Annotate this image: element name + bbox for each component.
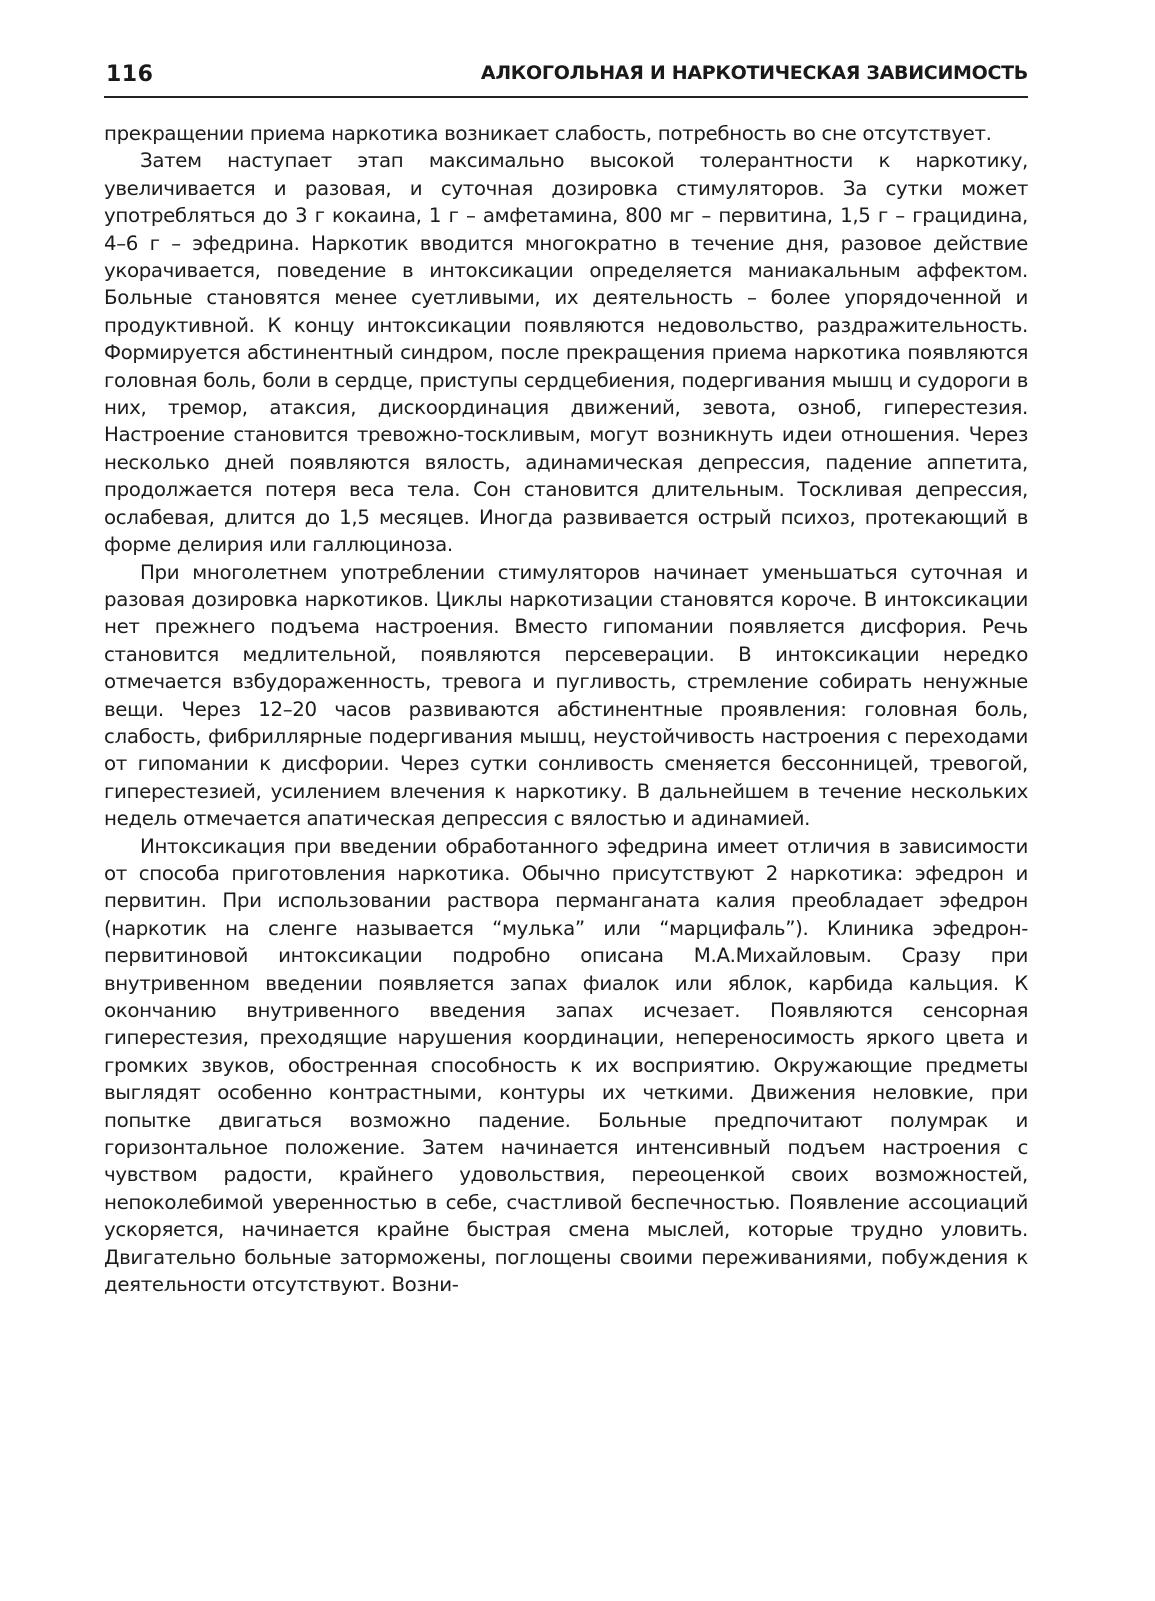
paragraph-long-term-use: При многолетнем употреблении стимуляторов начинает уменьшаться суточная и разовая дозировка наркотиков. Циклы наркотизации становятся короче. В интоксикации нет прежнего подъема настроения. Вместо гипомании появляется дисфория. Речь становится медлительной, появляются персеверации. В интоксикации нередко отмечается взбудораженность, тревога и пугливость, стремление собирать ненужные вещи. Через 12–20 часов развиваются абстинентные проявления: головная боль, слабость, фибриллярные подергивания мышц, неустойчивость настроения с переходами от гипомании к дисфории. Через сутки сонливость сменяется бессонницей, тревогой, гиперестезией, усилением влечения к наркотику. В дальнейшем в течение нескольких недель отмечается апатическая депрессия с вялостью и адинамией.	[104, 560, 1028, 831]
page-number: 116	[106, 62, 154, 87]
running-title: АЛКОГОЛЬНАЯ И НАРКОТИЧЕСКАЯ ЗАВИСИМОСТЬ	[480, 62, 1028, 84]
running-header	[104, 56, 1028, 98]
body-text	[104, 120, 1028, 1298]
paragraph-tolerance-stage: Затем наступает этап максимально высокой толерантности к наркотику, увеличивается и разовая, и суточная дозировка стимуляторов. За сутки может употребляться до 3 г кокаина, 1 г – амфетамина, 800 мг – первитина, 1,5 г – грацидина, 4–6 г – эфедрина. Наркотик вводится многократно в течение дня, разовое действие укорачивается, поведение в интоксикации определяется маниакальным аффектом. Больные становятся менее суетливыми, их деятельность – более упорядоченной и продуктивной. К концу интоксикации появляются недовольство, раздражительность. Формируется абстинентный синдром, после прекращения приема наркотика появляются головная боль, боли в сердце, приступы сердцебиения, подергивания мышц и судороги в них, тремор, атаксия, дискоординация движений, зевота, озноб, гиперестезия. Настроение становится тревожно-тоскливым, могут возникнуть идеи отношения. Через несколько дней появляются вялость, адинамическая депрессия, падение аппетита, продолжается потеря веса тела. Сон становится длительным. Тоскливая депрессия, ослабевая, длится до 1,5 месяцев. Иногда развивается острый психоз, протекающий в форме делирия или галлюциноза.	[104, 149, 1028, 557]
paragraph-ephedrine-intoxication: Интоксикация при введении обработанного эфедрина имеет отличия в зависимости от способа приготовления наркотика. Обычно присутствуют 2 наркотика: эфедрон и первитин. При использовании раствора перманганата калия преобладает эфедрон (наркотик на сленге называется “мулька” или “марцифаль”). Клиника эфедрон-первитиновой интоксикации подробно описана М.А.Михайловым. Сразу при внутривенном введении появляется запах фиалок или яблок, карбида кальция. К окончанию внутривенного введения запах исчезает. Появляются сенсорная гиперестезия, преходящие нарушения координации, непереносимость яркого цвета и громких звуков, обостренная способность к их восприятию. Окружающие предметы выглядят особенно контрастными, контуры их четкими. Движения неловкие, при попытке двигаться возможно падение. Больные предпочитают полумрак и горизонтальное положение. Затем начинается интенсивный подъем настроения с чувством радости, крайнего удовольствия, переоценкой своих возможностей, непоколебимой уверенностью в себе, счастливой беспечностью. Появление ассоциаций ускоряется, начинается крайне быстрая смена мыслей, которые трудно уловить. Двигательно больные заторможены, поглощены своими переживаниями, побуждения к деятельности отсутствуют. Возни-	[104, 834, 1028, 1297]
paragraph-continuation: прекращении приема наркотика возникает слабость, потребность во сне отсутствует.	[104, 122, 992, 145]
